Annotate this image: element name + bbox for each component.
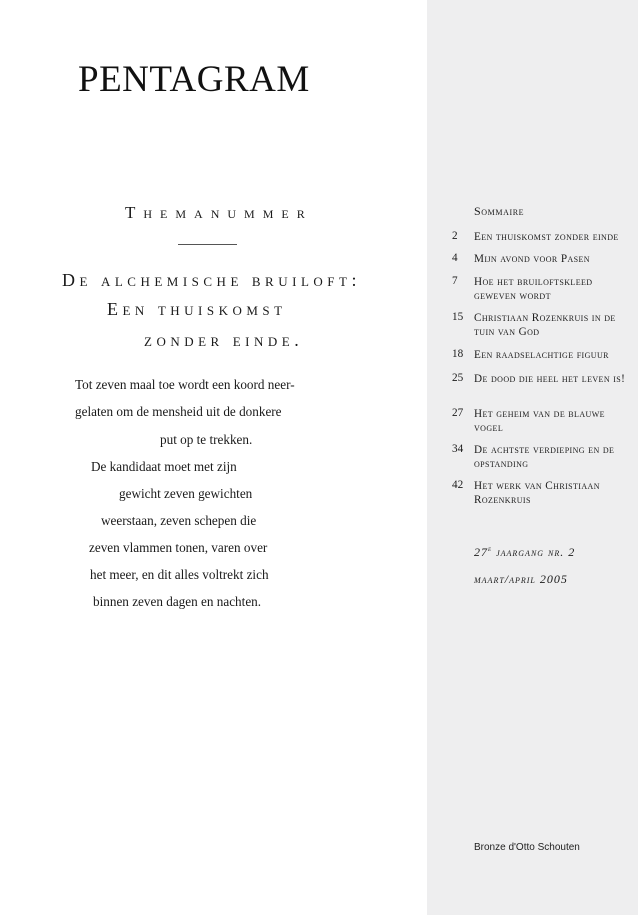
issue-date: maart/april 2005 bbox=[474, 572, 568, 586]
toc-title: De achtste verdieping en de opstanding bbox=[474, 444, 615, 470]
poem-line: Tot zeven maal toe wordt een koord neer- bbox=[75, 377, 295, 392]
theme-label: Themanummer bbox=[125, 203, 313, 222]
poem-line: De kandidaat moet met zijn bbox=[91, 459, 237, 474]
toc-title: Een thuiskomst zonder einde bbox=[474, 231, 619, 243]
issue-title-line-2: Een thuiskomst bbox=[107, 299, 287, 319]
toc-page-number: 2 bbox=[452, 230, 458, 242]
toc-page-number: 4 bbox=[452, 252, 458, 264]
poem-line: het meer, en dit alles voltrekt zich bbox=[90, 567, 269, 582]
toc-title: Christiaan Rozenkruis in de tuin van God bbox=[474, 312, 616, 338]
poem-line: zeven vlammen tonen, varen over bbox=[89, 540, 268, 555]
toc-page-number: 18 bbox=[452, 348, 464, 360]
divider-rule bbox=[178, 244, 237, 245]
masthead: PENTAGRAM bbox=[78, 59, 310, 100]
toc-page-number: 42 bbox=[452, 479, 464, 491]
issue-volume bbox=[474, 545, 575, 560]
issue-title-line-3: zonder einde. bbox=[144, 330, 304, 350]
toc-title: Het geheim van de blauwe vogel bbox=[474, 408, 605, 434]
poem-line: weerstaan, zeven schepen die bbox=[101, 513, 257, 528]
poem-line: binnen zeven dagen en nachten. bbox=[93, 594, 262, 609]
toc-title: Het werk van Christiaan Rozenkruis bbox=[474, 480, 600, 506]
toc-page-number: 15 bbox=[452, 311, 464, 323]
contents-heading: Sommaire bbox=[474, 204, 525, 218]
issue-ordinal-suffix: e bbox=[488, 545, 493, 553]
poem-line: put op te trekken. bbox=[160, 432, 253, 447]
toc-title: Hoe het bruiloftskleed geweven wordt bbox=[474, 276, 593, 302]
toc-title: Mijn avond voor Pasen bbox=[474, 253, 590, 265]
toc-title: Een raadselachtige figuur bbox=[474, 349, 609, 361]
issue-title-line-1: De alchemische bruiloft: bbox=[62, 270, 361, 290]
toc-page-number: 7 bbox=[452, 275, 458, 287]
toc-page-number: 25 bbox=[452, 372, 464, 384]
toc-page-number: 34 bbox=[452, 443, 464, 455]
issue-ordinal: 27 bbox=[474, 545, 488, 559]
poem-line: gewicht zeven gewichten bbox=[119, 486, 253, 501]
toc-page-number: 27 bbox=[452, 407, 464, 419]
image-credit: Bronze d'Otto Schouten bbox=[474, 842, 580, 853]
issue-volume-text: jaargang nr. 2 bbox=[496, 545, 576, 559]
poem-line: gelaten om de mensheid uit de donkere bbox=[75, 404, 282, 419]
toc-title: De dood die heel het leven is! bbox=[474, 373, 626, 385]
